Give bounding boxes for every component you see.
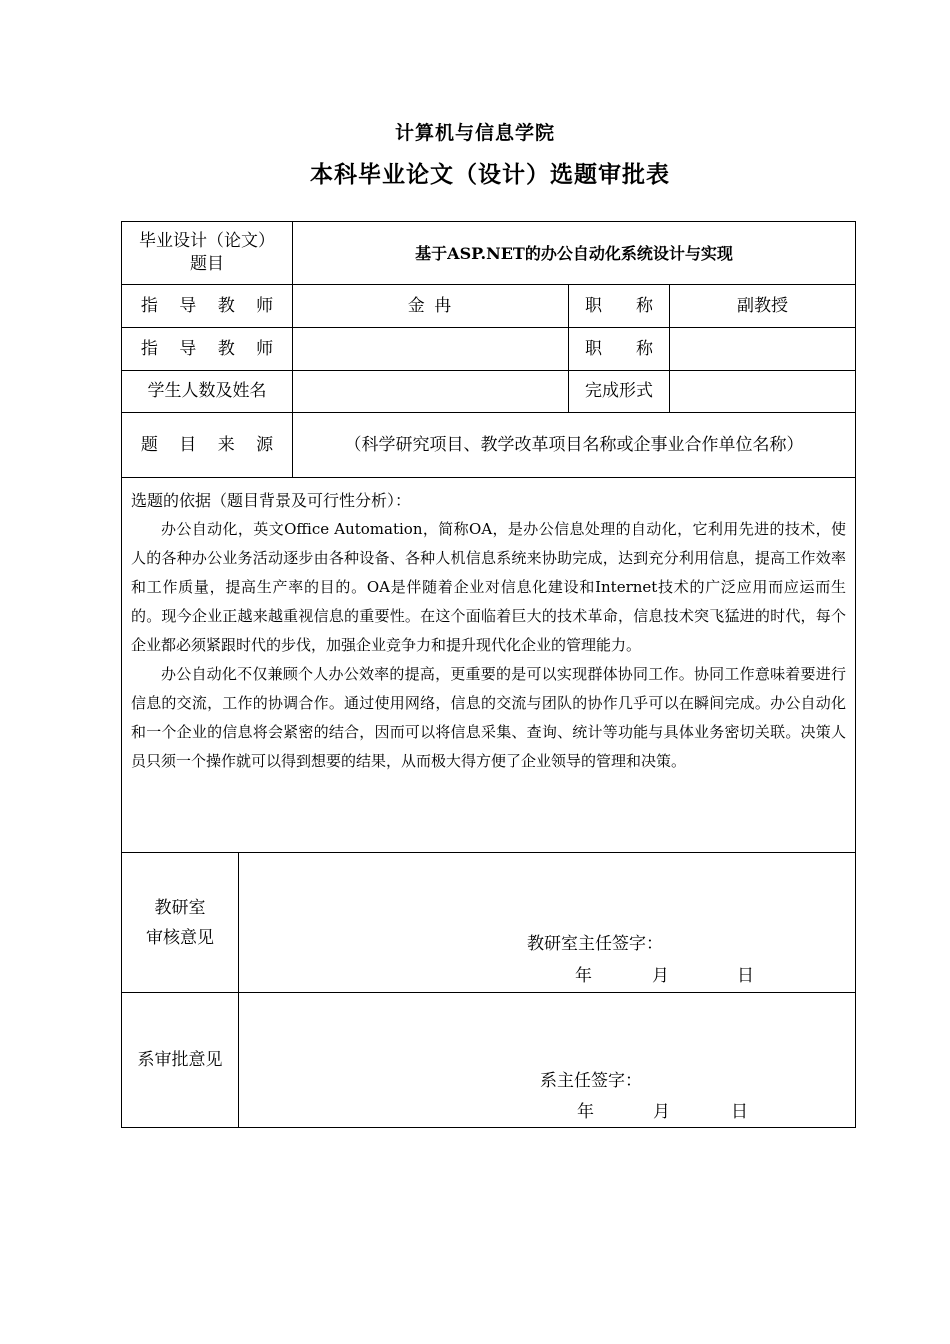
title2-label: 职 称 xyxy=(568,327,670,371)
completion-value-field[interactable] xyxy=(669,370,856,413)
college-name: 计算机与信息学院 xyxy=(394,122,555,144)
review-year: 年 xyxy=(575,966,592,986)
review-label-line2: 审核意见 xyxy=(146,927,214,948)
source-value: （科学研究项目、教学改革项目名称或企事业合作单位名称） xyxy=(292,412,856,478)
approval-date xyxy=(577,1097,748,1122)
approval-day: 日 xyxy=(731,1102,748,1122)
review-signature-label: 教研室主任签字： xyxy=(527,934,663,954)
advisor1-name: 金 冉 xyxy=(292,284,569,328)
review-date xyxy=(575,961,754,986)
students-label: 学生人数及姓名 xyxy=(121,370,293,413)
advisor2-label: 指 导 教 师 xyxy=(121,327,293,371)
approval-label: 系审批意见 xyxy=(137,1049,223,1070)
approval-month: 月 xyxy=(653,1102,670,1122)
basis-paragraph-1: 办公自动化，英文Office Automation，简称OA，是办公信息处理的自动化，它利用先进的技术，使人的各种办公业务活动逐步由各种设备、各种人机信息系统来协助完成，达到充分利用信息，提高工作效率和工作质量，提高生产率的目的。OA是伴随着企业对信息化建设和Internet技术的广泛应用而应运而生的。现今企业正越来越重视信息的重要性。在这个面临着巨大的技术革命，信息技术突飞猛进的时代，每个企业都必须紧跟时代的步伐，加强企业竞争力和提升现代化企业的管理能力。 xyxy=(131,520,846,654)
approval-label-cell xyxy=(121,992,239,1128)
review-label-line1: 教研室 xyxy=(154,897,206,918)
advisor1-label: 指 导 教 师 xyxy=(121,284,293,328)
review-month: 月 xyxy=(652,966,669,986)
review-opinion-area[interactable] xyxy=(238,852,856,993)
students-value-field[interactable] xyxy=(292,370,569,413)
topic-value: 基于ASP.NET的办公自动化系统设计与实现 xyxy=(415,243,733,263)
approval-signature-label: 系主任签字： xyxy=(540,1071,642,1091)
basis-heading: 选题的依据（题目背景及可行性分析）： xyxy=(131,491,412,510)
completion-label: 完成形式 xyxy=(568,370,670,413)
title2-value-field[interactable] xyxy=(669,327,856,371)
advisor2-name-field[interactable] xyxy=(292,327,569,371)
source-label: 题 目 来 源 xyxy=(121,412,293,478)
title1-value: 副教授 xyxy=(669,284,856,328)
form-title: 本科毕业论文（设计）选题审批表 xyxy=(310,161,670,188)
topic-label: 毕业设计（论文）题目 xyxy=(139,231,275,274)
topic-basis-section xyxy=(121,477,856,853)
title1-label: 职 称 xyxy=(568,284,670,328)
review-day: 日 xyxy=(737,966,754,986)
review-label-cell xyxy=(121,852,239,993)
approval-opinion-area[interactable] xyxy=(238,992,856,1128)
topic-label-cell xyxy=(121,221,293,285)
basis-paragraph-2: 办公自动化不仅兼顾个人办公效率的提高，更重要的是可以实现群体协同工作。协同工作意味着要进行信息的交流，工作的协调合作。通过使用网络，信息的交流与团队的协作几乎可以在瞬间完成。办公自动化和一个企业的信息将会紧密的结合，因而可以将信息采集、查询、统计等功能与具体业务密切关联。决策人员只须一个操作就可以得到想要的结果，从而极大得方便了企业领导的管理和决策。 xyxy=(131,665,846,770)
topic-value-cell xyxy=(292,221,856,285)
approval-year: 年 xyxy=(577,1102,594,1122)
